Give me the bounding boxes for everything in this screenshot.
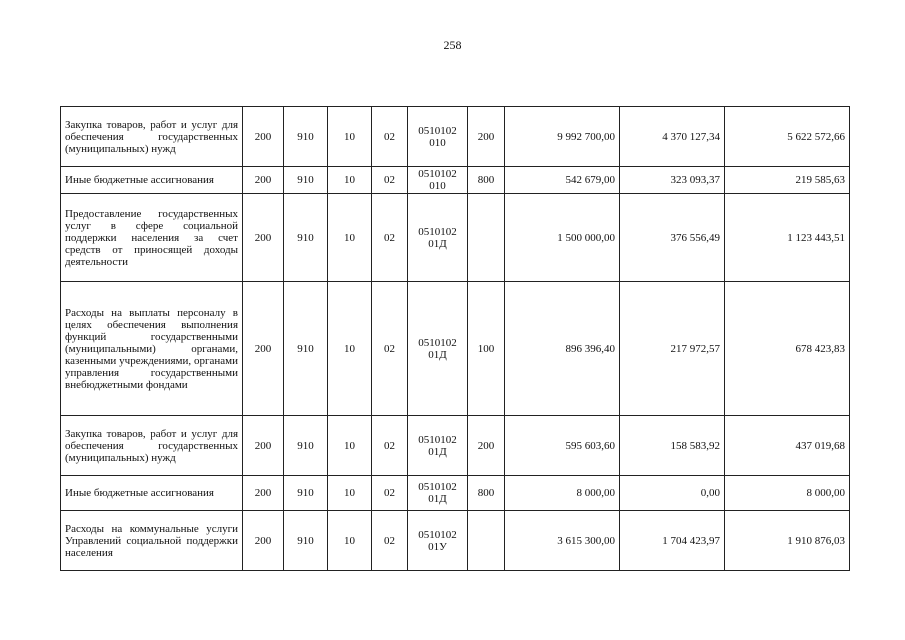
amount-plan-cell: 896 396,40 bbox=[505, 282, 620, 416]
admin-code-cell: 910 bbox=[284, 167, 328, 194]
amount-executed-cell: 4 370 127,34 bbox=[620, 107, 725, 167]
target-article-cell: 0510102 010 bbox=[408, 107, 468, 167]
subsection-code-cell: 02 bbox=[372, 511, 408, 571]
amount-plan-cell: 9 992 700,00 bbox=[505, 107, 620, 167]
amount-remaining-cell: 8 000,00 bbox=[725, 476, 850, 511]
section-code-cell: 10 bbox=[328, 194, 372, 282]
subsection-code-cell: 02 bbox=[372, 416, 408, 476]
amount-remaining-cell: 437 019,68 bbox=[725, 416, 850, 476]
amount-executed-cell: 0,00 bbox=[620, 476, 725, 511]
table-row bbox=[61, 107, 850, 167]
section-code-cell: 10 bbox=[328, 167, 372, 194]
expense-type-cell: 100 bbox=[468, 282, 505, 416]
section-code-cell: 10 bbox=[328, 416, 372, 476]
description-cell: Закупка товаров, работ и услуг для обеспечения государственных (муниципальных) нужд bbox=[61, 107, 243, 167]
admin-code-cell: 910 bbox=[284, 511, 328, 571]
description-cell: Иные бюджетные ассигнования bbox=[61, 476, 243, 511]
table-row bbox=[61, 416, 850, 476]
amount-executed-cell: 1 704 423,97 bbox=[620, 511, 725, 571]
description-cell: Иные бюджетные ассигнования bbox=[61, 167, 243, 194]
amount-plan-cell: 1 500 000,00 bbox=[505, 194, 620, 282]
budget-table bbox=[60, 106, 850, 571]
admin-code-cell: 910 bbox=[284, 194, 328, 282]
page-number: 258 bbox=[443, 38, 462, 52]
target-article-cell: 0510102 010 bbox=[408, 167, 468, 194]
amount-executed-cell: 376 556,49 bbox=[620, 194, 725, 282]
expense-type-cell: 200 bbox=[468, 107, 505, 167]
amount-executed-cell: 217 972,57 bbox=[620, 282, 725, 416]
ministry-code-cell: 200 bbox=[243, 107, 284, 167]
target-article-cell: 0510102 01Д bbox=[408, 476, 468, 511]
target-article-cell: 0510102 01Д bbox=[408, 282, 468, 416]
expense-type-cell: 800 bbox=[468, 167, 505, 194]
amount-executed-cell: 158 583,92 bbox=[620, 416, 725, 476]
section-code-cell: 10 bbox=[328, 511, 372, 571]
amount-plan-cell: 595 603,60 bbox=[505, 416, 620, 476]
expense-type-cell: 200 bbox=[468, 416, 505, 476]
table-row bbox=[61, 476, 850, 511]
admin-code-cell: 910 bbox=[284, 282, 328, 416]
amount-plan-cell: 542 679,00 bbox=[505, 167, 620, 194]
subsection-code-cell: 02 bbox=[372, 194, 408, 282]
amount-remaining-cell: 1 123 443,51 bbox=[725, 194, 850, 282]
ministry-code-cell: 200 bbox=[243, 167, 284, 194]
amount-plan-cell: 8 000,00 bbox=[505, 476, 620, 511]
amount-executed-cell: 323 093,37 bbox=[620, 167, 725, 194]
admin-code-cell: 910 bbox=[284, 416, 328, 476]
amount-plan-cell: 3 615 300,00 bbox=[505, 511, 620, 571]
ministry-code-cell: 200 bbox=[243, 476, 284, 511]
table-row bbox=[61, 167, 850, 194]
section-code-cell: 10 bbox=[328, 476, 372, 511]
ministry-code-cell: 200 bbox=[243, 282, 284, 416]
table-body bbox=[61, 107, 850, 571]
amount-remaining-cell: 5 622 572,66 bbox=[725, 107, 850, 167]
subsection-code-cell: 02 bbox=[372, 167, 408, 194]
table-row bbox=[61, 282, 850, 416]
target-article-cell: 0510102 01У bbox=[408, 511, 468, 571]
section-code-cell: 10 bbox=[328, 282, 372, 416]
description-cell: Закупка товаров, работ и услуг для обеспечения государственных (муниципальных) нужд bbox=[61, 416, 243, 476]
target-article-cell: 0510102 01Д bbox=[408, 416, 468, 476]
table-row bbox=[61, 511, 850, 571]
section-code-cell: 10 bbox=[328, 107, 372, 167]
table-row bbox=[61, 194, 850, 282]
description-cell: Расходы на коммунальные услуги Управлений социальной поддержки населения bbox=[61, 511, 243, 571]
target-article-cell: 0510102 01Д bbox=[408, 194, 468, 282]
admin-code-cell: 910 bbox=[284, 107, 328, 167]
expense-type-cell bbox=[468, 511, 505, 571]
subsection-code-cell: 02 bbox=[372, 107, 408, 167]
expense-type-cell: 800 bbox=[468, 476, 505, 511]
subsection-code-cell: 02 bbox=[372, 476, 408, 511]
description-cell: Расходы на выплаты персоналу в целях обеспечения выполнения функций государственными (муниципальными) органами, казенными учреждениями, органами управления государственными внебюджетными фондами bbox=[61, 282, 243, 416]
expense-type-cell bbox=[468, 194, 505, 282]
ministry-code-cell: 200 bbox=[243, 511, 284, 571]
admin-code-cell: 910 bbox=[284, 476, 328, 511]
ministry-code-cell: 200 bbox=[243, 416, 284, 476]
ministry-code-cell: 200 bbox=[243, 194, 284, 282]
description-cell: Предоставление государственных услуг в сфере социальной поддержки населения за счет средств от приносящей доходы деятельности bbox=[61, 194, 243, 282]
subsection-code-cell: 02 bbox=[372, 282, 408, 416]
amount-remaining-cell: 1 910 876,03 bbox=[725, 511, 850, 571]
amount-remaining-cell: 219 585,63 bbox=[725, 167, 850, 194]
amount-remaining-cell: 678 423,83 bbox=[725, 282, 850, 416]
